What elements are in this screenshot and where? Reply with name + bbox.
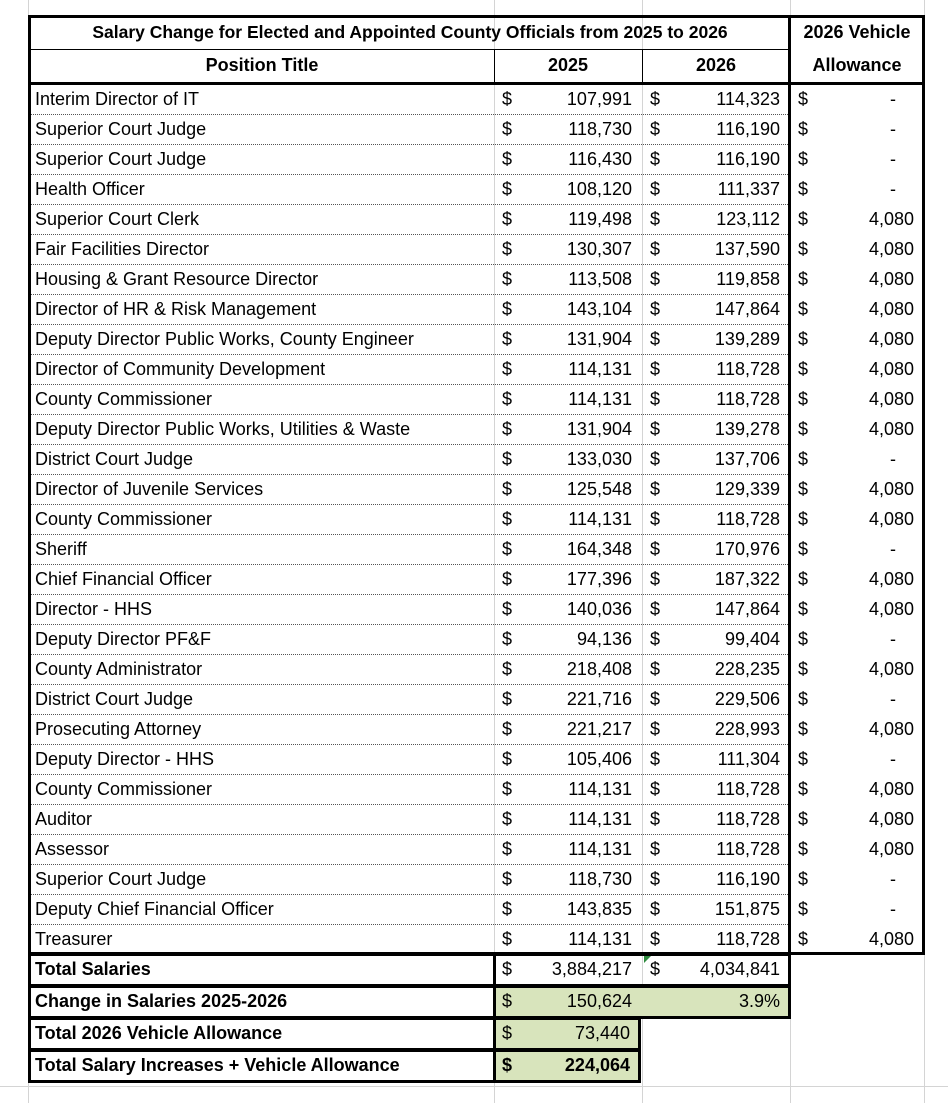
salary-2026-cell: 139,289 bbox=[714, 329, 780, 349]
currency-symbol: $ bbox=[502, 839, 513, 859]
currency-symbol: $ bbox=[798, 299, 809, 319]
change-label: Change in Salaries 2025-2026 bbox=[35, 991, 288, 1011]
salary-2026-cell: 118,728 bbox=[716, 839, 780, 859]
currency-symbol: $ bbox=[798, 209, 809, 229]
total-2025-value: 3,884,217 bbox=[551, 959, 632, 979]
salary-2026-cell: 99,404 bbox=[724, 629, 780, 649]
salary-2026-cell: 116,190 bbox=[716, 869, 780, 889]
salary-2025-cell: 105,406 bbox=[566, 749, 632, 769]
salary-2025-cell: 118,730 bbox=[568, 119, 632, 139]
vehicle-allowance-cell: - bbox=[890, 539, 896, 559]
position-title-cell: Director of Community Development bbox=[35, 359, 326, 379]
gridline bbox=[0, 1086, 948, 1087]
currency-symbol: $ bbox=[798, 659, 809, 679]
salary-2025-cell: 177,396 bbox=[566, 569, 632, 589]
vehicle-allowance-cell: 4,080 bbox=[868, 569, 914, 589]
vehicle-allowance-cell: - bbox=[890, 89, 896, 109]
currency-symbol: $ bbox=[502, 119, 513, 139]
position-title-cell: Assessor bbox=[35, 839, 110, 859]
currency-symbol: $ bbox=[798, 479, 809, 499]
vehicle-allowance-cell: 4,080 bbox=[868, 299, 914, 319]
position-title-cell: Interim Director of IT bbox=[35, 89, 200, 109]
currency-symbol: $ bbox=[650, 539, 661, 559]
salary-2025-cell: 114,131 bbox=[568, 509, 632, 529]
salary-2026-cell: 118,728 bbox=[716, 359, 780, 379]
salary-2025-cell: 119,498 bbox=[568, 209, 632, 229]
vehicle-allowance-cell: 4,080 bbox=[868, 809, 914, 829]
currency-symbol: $ bbox=[650, 359, 661, 379]
salary-2026-cell: 123,112 bbox=[716, 209, 780, 229]
vehicle-allowance-cell: 4,080 bbox=[868, 359, 914, 379]
currency-symbol: $ bbox=[502, 419, 513, 439]
salary-2025-cell: 114,131 bbox=[568, 779, 632, 799]
currency-symbol: $ bbox=[650, 809, 661, 829]
salary-2026-cell: 139,278 bbox=[714, 419, 780, 439]
currency-symbol: $ bbox=[502, 239, 513, 259]
salary-2026-cell: 170,976 bbox=[714, 539, 780, 559]
salary-2025-cell: 125,548 bbox=[566, 479, 632, 499]
currency-symbol: $ bbox=[650, 119, 661, 139]
position-title-cell: Deputy Director Public Works, Utilities & Waste bbox=[35, 419, 411, 439]
currency-symbol: $ bbox=[650, 599, 661, 619]
position-title-cell: Chief Financial Officer bbox=[35, 569, 212, 589]
vehicle-allowance-cell: 4,080 bbox=[868, 239, 914, 259]
vehicle-allowance-cell: 4,080 bbox=[868, 209, 914, 229]
salary-2025-cell: 221,217 bbox=[566, 719, 632, 739]
currency-symbol: $ bbox=[798, 749, 809, 769]
currency-symbol: $ bbox=[650, 509, 661, 529]
salary-2026-cell: 111,337 bbox=[717, 179, 780, 199]
position-title-cell: County Commissioner bbox=[35, 779, 213, 799]
change-percent-value: 3.9% bbox=[738, 991, 780, 1011]
grand-total-label: Total Salary Increases + Vehicle Allowance bbox=[35, 1055, 400, 1075]
vehicle-allowance-cell: 4,080 bbox=[868, 419, 914, 439]
currency-symbol: $ bbox=[798, 779, 809, 799]
salary-2025-cell: 133,030 bbox=[566, 449, 632, 469]
vehicle-allowance-cell: 4,080 bbox=[868, 389, 914, 409]
vehicle-allowance-cell: - bbox=[890, 899, 896, 919]
currency-symbol: $ bbox=[798, 569, 809, 589]
column-divider bbox=[494, 50, 495, 82]
currency-symbol: $ bbox=[502, 599, 513, 619]
currency-symbol: $ bbox=[502, 991, 513, 1011]
currency-symbol: $ bbox=[502, 869, 513, 889]
currency-symbol: $ bbox=[650, 659, 661, 679]
currency-symbol: $ bbox=[650, 329, 661, 349]
vehicle-total-label: Total 2026 Vehicle Allowance bbox=[35, 1023, 283, 1043]
position-title-cell: Prosecuting Attorney bbox=[35, 719, 202, 739]
salary-2026-cell: 137,706 bbox=[714, 449, 780, 469]
salary-2026-cell: 119,858 bbox=[716, 269, 780, 289]
vehicle-allowance-cell: 4,080 bbox=[868, 779, 914, 799]
salary-2026-cell: 118,728 bbox=[716, 389, 780, 409]
gridline bbox=[28, 0, 29, 1103]
position-title-cell: District Court Judge bbox=[35, 449, 194, 469]
position-title-cell: County Commissioner bbox=[35, 389, 213, 409]
currency-symbol: $ bbox=[502, 779, 513, 799]
year-2025-header: 2025 bbox=[547, 55, 589, 75]
currency-symbol: $ bbox=[650, 89, 661, 109]
currency-symbol: $ bbox=[650, 239, 661, 259]
header-divider bbox=[30, 49, 790, 50]
salary-2026-cell: 118,728 bbox=[716, 929, 780, 949]
salary-2026-cell: 116,190 bbox=[716, 119, 780, 139]
currency-symbol: $ bbox=[798, 269, 809, 289]
vehicle-allowance-cell: - bbox=[890, 629, 896, 649]
currency-symbol: $ bbox=[650, 689, 661, 709]
position-title-cell: Deputy Director - HHS bbox=[35, 749, 215, 769]
salary-2025-cell: 94,136 bbox=[576, 629, 632, 649]
vehicle-allowance-cell: 4,080 bbox=[868, 839, 914, 859]
currency-symbol: $ bbox=[650, 209, 661, 229]
vehicle-allowance-cell: 4,080 bbox=[868, 269, 914, 289]
salary-2026-cell: 229,506 bbox=[714, 689, 780, 709]
currency-symbol: $ bbox=[798, 449, 809, 469]
salary-2026-cell: 111,304 bbox=[717, 749, 780, 769]
vehicle-allowance-cell: 4,080 bbox=[868, 329, 914, 349]
currency-symbol: $ bbox=[650, 839, 661, 859]
currency-symbol: $ bbox=[502, 1023, 513, 1043]
grand-total-value: 224,064 bbox=[564, 1055, 630, 1075]
salary-2026-cell: 137,590 bbox=[714, 239, 780, 259]
currency-symbol: $ bbox=[650, 929, 661, 949]
salary-2026-cell: 114,323 bbox=[716, 89, 780, 109]
position-title-cell: Director of HR & Risk Management bbox=[35, 299, 317, 319]
currency-symbol: $ bbox=[650, 959, 661, 979]
total-2026-value: 4,034,841 bbox=[699, 959, 780, 979]
currency-symbol: $ bbox=[502, 629, 513, 649]
position-title-cell: Deputy Director Public Works, County Engineer bbox=[35, 329, 414, 349]
currency-symbol: $ bbox=[502, 479, 513, 499]
currency-symbol: $ bbox=[798, 929, 809, 949]
position-title-cell: Health Officer bbox=[35, 179, 145, 199]
currency-symbol: $ bbox=[650, 449, 661, 469]
currency-symbol: $ bbox=[798, 239, 809, 259]
currency-symbol: $ bbox=[798, 389, 809, 409]
salary-2026-cell: 151,875 bbox=[714, 899, 780, 919]
currency-symbol: $ bbox=[502, 719, 513, 739]
position-title-cell: County Administrator bbox=[35, 659, 203, 679]
currency-symbol: $ bbox=[650, 479, 661, 499]
currency-symbol: $ bbox=[650, 719, 661, 739]
vehicle-allowance-cell: 4,080 bbox=[868, 479, 914, 499]
position-title-cell: Auditor bbox=[35, 809, 93, 829]
vehicle-allowance-cell: - bbox=[890, 179, 896, 199]
position-title-cell: Director of Juvenile Services bbox=[35, 479, 264, 499]
position-title-cell: Sheriff bbox=[35, 539, 87, 559]
currency-symbol: $ bbox=[502, 329, 513, 349]
currency-symbol: $ bbox=[502, 299, 513, 319]
currency-symbol: $ bbox=[650, 419, 661, 439]
change-amount-value: 150,624 bbox=[566, 991, 632, 1011]
header-bottom-border bbox=[28, 82, 924, 85]
currency-symbol: $ bbox=[798, 689, 809, 709]
salary-2025-cell: 143,835 bbox=[566, 899, 632, 919]
salary-2025-cell: 114,131 bbox=[568, 809, 632, 829]
currency-symbol: $ bbox=[502, 659, 513, 679]
vehicle-header-line1: 2026 Vehicle bbox=[803, 22, 911, 42]
salary-2025-cell: 108,120 bbox=[566, 179, 632, 199]
currency-symbol: $ bbox=[650, 629, 661, 649]
position-title-header: Position Title bbox=[205, 55, 319, 75]
currency-symbol: $ bbox=[502, 1055, 513, 1075]
currency-symbol: $ bbox=[798, 89, 809, 109]
salary-2026-cell: 118,728 bbox=[716, 509, 780, 529]
currency-symbol: $ bbox=[502, 899, 513, 919]
currency-symbol: $ bbox=[502, 359, 513, 379]
salary-2025-cell: 114,131 bbox=[568, 359, 632, 379]
currency-symbol: $ bbox=[502, 749, 513, 769]
currency-symbol: $ bbox=[798, 899, 809, 919]
salary-2025-cell: 221,716 bbox=[566, 689, 632, 709]
salary-2025-cell: 113,508 bbox=[568, 269, 632, 289]
salary-2026-cell: 147,864 bbox=[714, 599, 780, 619]
currency-symbol: $ bbox=[502, 569, 513, 589]
salary-2025-cell: 131,904 bbox=[566, 419, 632, 439]
currency-symbol: $ bbox=[798, 869, 809, 889]
table-title: Salary Change for Elected and Appointed County Officials from 2025 to 2026 bbox=[92, 22, 728, 42]
position-title-cell: Director - HHS bbox=[35, 599, 153, 619]
currency-symbol: $ bbox=[502, 959, 513, 979]
currency-symbol: $ bbox=[502, 149, 513, 169]
salary-2026-cell: 228,235 bbox=[714, 659, 780, 679]
vehicle-allowance-cell: 4,080 bbox=[868, 509, 914, 529]
currency-symbol: $ bbox=[502, 689, 513, 709]
position-title-cell: District Court Judge bbox=[35, 689, 194, 709]
salary-2025-cell: 140,036 bbox=[566, 599, 632, 619]
vehicle-allowance-cell: 4,080 bbox=[868, 929, 914, 949]
position-title-cell: County Commissioner bbox=[35, 509, 213, 529]
currency-symbol: $ bbox=[798, 119, 809, 139]
vehicle-allowance-cell: 4,080 bbox=[868, 719, 914, 739]
currency-symbol: $ bbox=[502, 449, 513, 469]
position-title-cell: Fair Facilities Director bbox=[35, 239, 210, 259]
salary-2025-cell: 164,348 bbox=[566, 539, 632, 559]
currency-symbol: $ bbox=[798, 809, 809, 829]
currency-symbol: $ bbox=[502, 509, 513, 529]
currency-symbol: $ bbox=[502, 179, 513, 199]
salary-2025-cell: 114,131 bbox=[568, 389, 632, 409]
currency-symbol: $ bbox=[502, 539, 513, 559]
total-salaries-label: Total Salaries bbox=[35, 959, 151, 979]
currency-symbol: $ bbox=[502, 929, 513, 949]
vehicle-allowance-cell: - bbox=[890, 869, 896, 889]
salary-2025-cell: 114,131 bbox=[568, 839, 632, 859]
salary-2026-cell: 147,864 bbox=[714, 299, 780, 319]
vehicle-allowance-cell: - bbox=[890, 749, 896, 769]
vehicle-allowance-cell: - bbox=[890, 689, 896, 709]
currency-symbol: $ bbox=[502, 269, 513, 289]
currency-symbol: $ bbox=[650, 149, 661, 169]
currency-symbol: $ bbox=[650, 899, 661, 919]
vehicle-allowance-cell: - bbox=[890, 119, 896, 139]
currency-symbol: $ bbox=[798, 359, 809, 379]
position-title-cell: Treasurer bbox=[35, 929, 113, 949]
summary-column-divider bbox=[493, 955, 496, 1081]
salary-2025-cell: 218,408 bbox=[566, 659, 632, 679]
position-title-cell: Deputy Director PF&F bbox=[35, 629, 212, 649]
salary-2025-cell: 143,104 bbox=[566, 299, 632, 319]
currency-symbol: $ bbox=[798, 599, 809, 619]
position-title-cell: Housing & Grant Resource Director bbox=[35, 269, 319, 289]
salary-2026-cell: 187,322 bbox=[714, 569, 780, 589]
currency-symbol: $ bbox=[650, 869, 661, 889]
position-title-cell: Superior Court Clerk bbox=[35, 209, 200, 229]
currency-symbol: $ bbox=[650, 569, 661, 589]
vehicle-allowance-cell: 4,080 bbox=[868, 599, 914, 619]
comment-marker-icon bbox=[644, 956, 651, 963]
currency-symbol: $ bbox=[798, 179, 809, 199]
salary-2025-cell: 131,904 bbox=[566, 329, 632, 349]
salary-2025-cell: 114,131 bbox=[568, 929, 632, 949]
currency-symbol: $ bbox=[502, 89, 513, 109]
currency-symbol: $ bbox=[798, 149, 809, 169]
salary-2026-cell: 116,190 bbox=[716, 149, 780, 169]
currency-symbol: $ bbox=[798, 629, 809, 649]
position-title-cell: Superior Court Judge bbox=[35, 149, 207, 169]
vehicle-total-value: 73,440 bbox=[574, 1023, 630, 1043]
currency-symbol: $ bbox=[502, 809, 513, 829]
salary-2025-cell: 130,307 bbox=[566, 239, 632, 259]
salary-2025-cell: 116,430 bbox=[568, 149, 632, 169]
vehicle-allowance-cell: 4,080 bbox=[868, 659, 914, 679]
currency-symbol: $ bbox=[798, 419, 809, 439]
currency-symbol: $ bbox=[650, 749, 661, 769]
salary-2026-cell: 228,993 bbox=[714, 719, 780, 739]
year-2026-header: 2026 bbox=[695, 55, 737, 75]
vehicle-header-line2: Allowance bbox=[812, 55, 902, 75]
currency-symbol: $ bbox=[650, 269, 661, 289]
currency-symbol: $ bbox=[502, 209, 513, 229]
currency-symbol: $ bbox=[650, 389, 661, 409]
currency-symbol: $ bbox=[798, 329, 809, 349]
salary-2026-cell: 118,728 bbox=[716, 809, 780, 829]
vehicle-allowance-cell: - bbox=[890, 149, 896, 169]
vehicle-allowance-cell: - bbox=[890, 449, 896, 469]
currency-symbol: $ bbox=[650, 299, 661, 319]
currency-symbol: $ bbox=[650, 779, 661, 799]
gridline bbox=[924, 0, 925, 1103]
salary-2026-cell: 129,339 bbox=[714, 479, 780, 499]
salary-2025-cell: 107,991 bbox=[566, 89, 632, 109]
currency-symbol: $ bbox=[798, 839, 809, 859]
position-title-cell: Superior Court Judge bbox=[35, 119, 207, 139]
position-title-cell: Superior Court Judge bbox=[35, 869, 207, 889]
currency-symbol: $ bbox=[798, 719, 809, 739]
currency-symbol: $ bbox=[650, 179, 661, 199]
position-title-cell: Deputy Chief Financial Officer bbox=[35, 899, 274, 919]
currency-symbol: $ bbox=[798, 539, 809, 559]
salary-2026-cell: 118,728 bbox=[716, 779, 780, 799]
column-divider bbox=[642, 50, 643, 82]
salary-2025-cell: 118,730 bbox=[568, 869, 632, 889]
currency-symbol: $ bbox=[798, 509, 809, 529]
currency-symbol: $ bbox=[502, 389, 513, 409]
